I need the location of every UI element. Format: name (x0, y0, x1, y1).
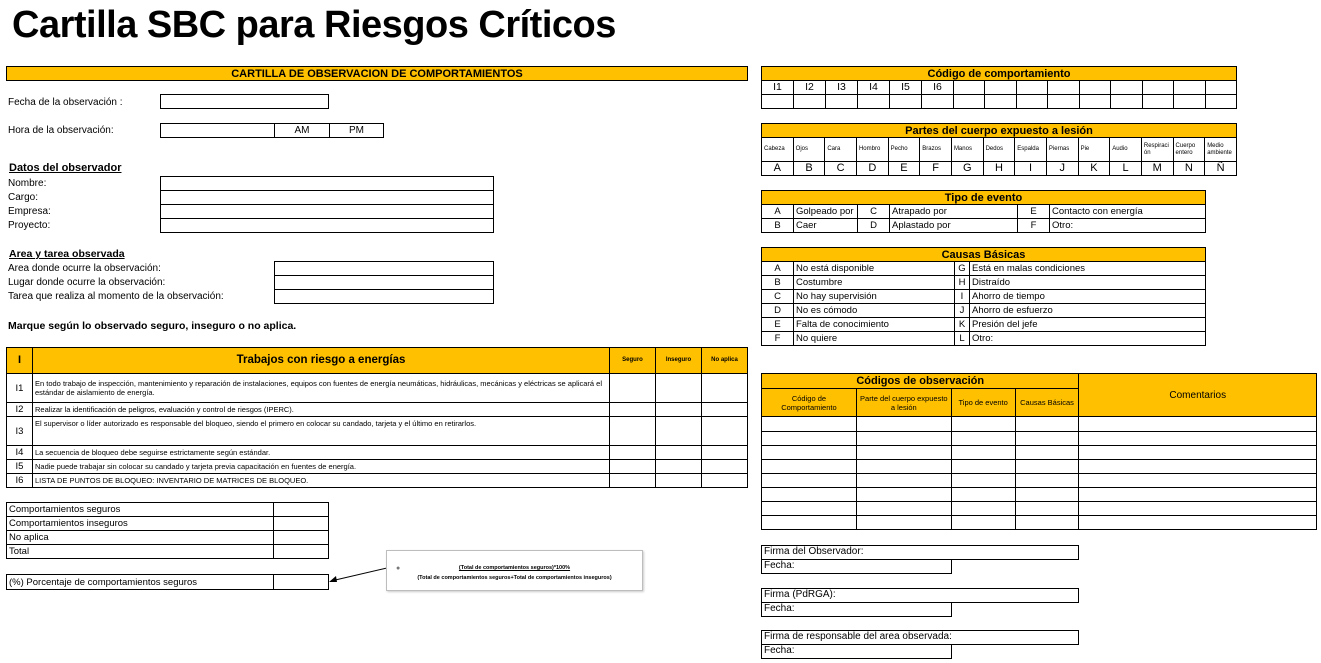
porcentaje-value[interactable] (274, 575, 329, 590)
empty-cell[interactable] (985, 81, 1016, 95)
body-letter: Ñ (1205, 162, 1237, 176)
noaplica-cell[interactable] (702, 446, 748, 460)
noaplica-cell[interactable] (702, 403, 748, 417)
codigo-comportamiento-table (761, 80, 1237, 109)
obs-cell[interactable] (762, 516, 857, 530)
comment-cell[interactable] (1079, 502, 1317, 516)
nombre-label: Nombre: (8, 178, 47, 189)
body-part: Audio (1110, 138, 1142, 162)
body-letter: A (762, 162, 794, 176)
inseguro-cell[interactable] (656, 474, 702, 488)
body-letter: H (983, 162, 1015, 176)
body-part: Cabeza (762, 138, 794, 162)
resumen-value[interactable] (274, 517, 329, 531)
empty-cell[interactable] (1142, 81, 1173, 95)
cargo-input[interactable] (160, 190, 494, 205)
partes-cuerpo-header: Partes del cuerpo expuesto a lesión (761, 123, 1237, 138)
empty-cell[interactable] (1079, 95, 1110, 109)
fecha-pdrga-field[interactable]: Fecha: (761, 602, 952, 617)
cause-letter: I (955, 290, 970, 304)
firma-observador-field[interactable]: Firma del Observador: (761, 545, 1079, 560)
empty-cell[interactable] (954, 81, 985, 95)
am-label: AM (294, 125, 310, 136)
am-option[interactable] (274, 123, 330, 138)
obs-cell[interactable] (1015, 417, 1079, 432)
row-code: I1 (7, 374, 33, 403)
obs-cell[interactable] (762, 432, 857, 446)
empty-cell[interactable] (922, 95, 954, 109)
table-row (762, 446, 1317, 460)
inseguro-cell[interactable] (656, 374, 702, 403)
inseguro-cell[interactable] (656, 417, 702, 446)
cause-text: Ahorro de esfuerzo (970, 304, 1206, 318)
seguro-cell[interactable] (610, 474, 656, 488)
porcentaje-label: (%) Porcentaje de comportamientos seguros (7, 575, 274, 590)
comentarios-header: Comentarios (1079, 374, 1317, 417)
row-code: I5 (7, 460, 33, 474)
row-code: I4 (7, 446, 33, 460)
codigos-observacion-table (761, 373, 1317, 530)
obs-cell[interactable] (951, 502, 1015, 516)
table-row (762, 488, 1317, 502)
body-letter: E (888, 162, 920, 176)
cause-text: No está disponible (794, 262, 955, 276)
body-part: Pie (1078, 138, 1110, 162)
table-row (7, 446, 748, 460)
noaplica-cell[interactable] (702, 417, 748, 446)
tipo-evento-header: Tipo de evento (761, 190, 1206, 205)
comment-cell[interactable] (1079, 446, 1317, 460)
cause-letter: C (762, 290, 794, 304)
body-part: Manos (951, 138, 983, 162)
body-letter: I (1015, 162, 1047, 176)
pm-label: PM (349, 125, 364, 136)
obs-cell[interactable] (762, 474, 857, 488)
cause-text: Otro: (970, 332, 1206, 346)
event-text: Caer (794, 219, 858, 233)
trabajos-table (6, 347, 748, 488)
col-i: I (7, 348, 33, 374)
obs-cell[interactable] (856, 460, 951, 474)
firma-pdrga-field[interactable]: Firma (PdRGA): (761, 588, 1079, 603)
event-text: Aplastado por (890, 219, 1018, 233)
empty-cell[interactable] (954, 95, 985, 109)
fecha-input[interactable] (160, 94, 329, 109)
area-label: Area donde ocurre la observación: (8, 263, 161, 274)
obs-cell[interactable] (762, 460, 857, 474)
hora-input[interactable] (160, 123, 275, 138)
event-letter: E (1018, 205, 1050, 219)
table-row (7, 403, 748, 417)
cause-letter: D (762, 304, 794, 318)
obs-cell[interactable] (762, 417, 857, 432)
empty-cell[interactable] (858, 95, 890, 109)
col-codigo: Código de Comportamiento (762, 389, 857, 417)
fecha-label: Fecha de la observación : (8, 97, 123, 108)
obs-cell[interactable] (1015, 474, 1079, 488)
table-row (762, 502, 1317, 516)
event-text: Atrapado por (890, 205, 1018, 219)
body-letter: K (1078, 162, 1110, 176)
table-row (762, 474, 1317, 488)
obs-cell[interactable] (856, 516, 951, 530)
cause-text: Presión del jefe (970, 318, 1206, 332)
obs-cell[interactable] (762, 488, 857, 502)
row-text: Realizar la identificación de peligros, evaluación y control de riesgos (IPERC). (33, 403, 610, 417)
cause-letter: K (955, 318, 970, 332)
empty-cell[interactable] (1205, 95, 1237, 109)
body-part: Hombro (856, 138, 888, 162)
table-row (7, 474, 748, 488)
obs-cell[interactable] (1015, 432, 1079, 446)
body-part: Piernas (1046, 138, 1078, 162)
noaplica-cell[interactable] (702, 460, 748, 474)
row-code: I6 (7, 474, 33, 488)
causas-table (761, 261, 1206, 346)
empty-cell[interactable] (1048, 95, 1079, 109)
empty-cell[interactable] (1111, 81, 1142, 95)
row-text: En todo trabajo de inspección, mantenimiento y reparación de instalaciones, equipos con fuentes de energía neumáticas, hidráulicas, mecánicas y eléctricas se aplicará el estándar de aislamiento de energía. (33, 374, 610, 403)
fecha-responsable-field[interactable]: Fecha: (761, 644, 952, 659)
formula-denominator: (Total de comportamientos seguros+Total de comportamientos inseguros) (417, 575, 612, 581)
empty-cell[interactable] (794, 95, 826, 109)
formula-box (386, 550, 643, 591)
body-letter: L (1110, 162, 1142, 176)
event-letter: C (858, 205, 890, 219)
table-row (762, 460, 1317, 474)
col-causas: Causas Básicas (1015, 389, 1079, 417)
body-letter: J (1046, 162, 1078, 176)
comment-cell[interactable] (1079, 488, 1317, 502)
cause-letter: H (955, 276, 970, 290)
lugar-input[interactable] (274, 275, 494, 290)
empty-cell[interactable] (1142, 95, 1173, 109)
empty-cell[interactable] (1079, 81, 1110, 95)
body-part: Dedos (983, 138, 1015, 162)
resumen-value[interactable] (274, 503, 329, 517)
seguro-cell[interactable] (610, 403, 656, 417)
empty-cell[interactable] (762, 95, 794, 109)
code-cell: I5 (890, 81, 922, 95)
inseguro-cell[interactable] (656, 446, 702, 460)
cause-letter: F (762, 332, 794, 346)
causas-header: Causas Básicas (761, 247, 1206, 262)
formula-numerator: (Total de comportamientos seguros)*100% (458, 565, 571, 571)
row-code: I2 (7, 403, 33, 417)
cause-letter: J (955, 304, 970, 318)
body-letter: F (920, 162, 952, 176)
obs-cell[interactable] (951, 417, 1015, 432)
cargo-label: Cargo: (8, 192, 39, 203)
empty-cell[interactable] (1111, 95, 1142, 109)
tarea-label: Tarea que realiza al momento de la observación: (8, 291, 224, 302)
body-part: Brazos (920, 138, 952, 162)
lugar-label: Lugar donde ocurre la observación: (8, 277, 166, 288)
resumen-table (6, 502, 329, 559)
event-letter: F (1018, 219, 1050, 233)
body-letter: D (856, 162, 888, 176)
body-part: Respiración (1141, 138, 1173, 162)
empty-cell[interactable] (1016, 95, 1047, 109)
arrow-icon (326, 565, 388, 585)
observador-title: Datos del observador (9, 162, 122, 174)
body-part: Ojos (793, 138, 825, 162)
cause-text: No hay supervisión (794, 290, 955, 304)
empty-cell[interactable] (1174, 81, 1205, 95)
cause-letter: B (762, 276, 794, 290)
resumen-value[interactable] (274, 545, 329, 559)
event-text: Otro: (1050, 219, 1206, 233)
obs-cell[interactable] (1015, 460, 1079, 474)
event-text: Golpeado por (794, 205, 858, 219)
body-part: Medio ambiente (1205, 138, 1237, 162)
bullet-icon: ● (396, 565, 401, 572)
code-cell: I3 (826, 81, 858, 95)
empty-cell[interactable] (1205, 81, 1237, 95)
comment-cell[interactable] (1079, 516, 1317, 530)
fecha-observador-field[interactable]: Fecha: (761, 559, 952, 574)
obs-cell[interactable] (856, 432, 951, 446)
resumen-label: Comportamientos seguros (7, 503, 274, 517)
obs-cell[interactable] (1015, 488, 1079, 502)
body-letter: B (793, 162, 825, 176)
resumen-label: Comportamientos inseguros (7, 517, 274, 531)
body-part: Espalda (1015, 138, 1047, 162)
cause-text: Falta de conocimiento (794, 318, 955, 332)
inseguro-cell[interactable] (656, 403, 702, 417)
empty-cell[interactable] (1048, 81, 1079, 95)
body-letter: N (1173, 162, 1205, 176)
body-letter: M (1141, 162, 1173, 176)
comment-cell[interactable] (1079, 460, 1317, 474)
col-noaplica: No aplica (702, 348, 748, 374)
code-cell: I6 (922, 81, 954, 95)
table-row (762, 432, 1317, 446)
obs-cell[interactable] (1015, 446, 1079, 460)
empty-cell[interactable] (1174, 95, 1205, 109)
event-text: Contacto con energía (1050, 205, 1206, 219)
cartilla-header: CARTILLA DE OBSERVACION DE COMPORTAMIENTOS (6, 66, 748, 81)
empty-cell[interactable] (826, 95, 858, 109)
seguro-cell[interactable] (610, 446, 656, 460)
comment-cell[interactable] (1079, 474, 1317, 488)
event-letter: D (858, 219, 890, 233)
seguro-cell[interactable] (610, 460, 656, 474)
resumen-label: No aplica (7, 531, 274, 545)
obs-cell[interactable] (856, 446, 951, 460)
body-part: Cuerpo entero (1173, 138, 1205, 162)
obs-cell[interactable] (762, 502, 857, 516)
col-inseguro: Inseguro (656, 348, 702, 374)
seguro-cell[interactable] (610, 417, 656, 446)
porcentaje-table (6, 574, 329, 590)
obs-cell[interactable] (856, 474, 951, 488)
row-text: El supervisor o líder autorizado es responsable del bloqueo, siendo el primero en colocar su candado, tarjeta y el último en retirarlos. (33, 417, 610, 446)
resumen-value[interactable] (274, 531, 329, 545)
inseguro-cell[interactable] (656, 460, 702, 474)
cause-text: Está en malas condiciones (970, 262, 1206, 276)
table-row (762, 417, 1317, 432)
table-row (762, 516, 1317, 530)
row-text: Nadie puede trabajar sin colocar su candado y tarjeta previa capacitación en fuentes de energía. (33, 460, 610, 474)
code-cell: I1 (762, 81, 794, 95)
cause-text: Costumbre (794, 276, 955, 290)
empresa-label: Empresa: (8, 206, 51, 217)
cause-text: Distraído (970, 276, 1206, 290)
body-part: Cara (825, 138, 857, 162)
pm-option[interactable] (329, 123, 384, 138)
instruction-text: Marque según lo observado seguro, inseguro o no aplica. (8, 320, 297, 332)
proyecto-input[interactable] (160, 218, 494, 233)
col-seguro: Seguro (610, 348, 656, 374)
empresa-input[interactable] (160, 204, 494, 219)
body-letter: G (951, 162, 983, 176)
page-title: Cartilla SBC para Riesgos Críticos (12, 4, 616, 46)
codigos-observacion-header: Códigos de observación (762, 374, 1079, 389)
obs-cell[interactable] (1015, 516, 1079, 530)
obs-cell[interactable] (951, 516, 1015, 530)
col-trabajos: Trabajos con riesgo a energías (33, 348, 610, 374)
body-part: Pecho (888, 138, 920, 162)
table-row (7, 417, 748, 446)
area-title: Area y tarea observada (9, 248, 125, 260)
empty-cell[interactable] (890, 95, 922, 109)
resumen-label: Total (7, 545, 274, 559)
cause-text: Ahorro de tiempo (970, 290, 1206, 304)
obs-cell[interactable] (856, 417, 951, 432)
event-letter: A (762, 205, 794, 219)
code-cell: I2 (794, 81, 826, 95)
comment-cell[interactable] (1079, 417, 1317, 432)
cause-letter: E (762, 318, 794, 332)
obs-cell[interactable] (951, 460, 1015, 474)
comment-cell[interactable] (1079, 432, 1317, 446)
event-letter: B (762, 219, 794, 233)
seguro-cell[interactable] (610, 374, 656, 403)
row-text: La secuencia de bloqueo debe seguirse estrictamente según estándar. (33, 446, 610, 460)
empty-cell[interactable] (985, 95, 1016, 109)
obs-cell[interactable] (951, 488, 1015, 502)
noaplica-cell[interactable] (702, 474, 748, 488)
noaplica-cell[interactable] (702, 374, 748, 403)
body-letter: C (825, 162, 857, 176)
hora-label: Hora de la observación: (8, 125, 114, 136)
obs-cell[interactable] (762, 446, 857, 460)
row-code: I3 (7, 417, 33, 446)
row-text: LISTA DE PUNTOS DE BLOQUEO: INVENTARIO DE MATRICES DE BLOQUEO. (33, 474, 610, 488)
col-tipo: Tipo de evento (951, 389, 1015, 417)
codigo-comportamiento-header: Código de comportamiento (761, 66, 1237, 81)
table-row (7, 460, 748, 474)
proyecto-label: Proyecto: (8, 220, 51, 231)
obs-cell[interactable] (856, 488, 951, 502)
cause-text: No es cómodo (794, 304, 955, 318)
cause-letter: G (955, 262, 970, 276)
firma-responsable-field[interactable]: Firma de responsable del area observada: (761, 630, 1079, 645)
obs-cell[interactable] (951, 474, 1015, 488)
tarea-input[interactable] (274, 289, 494, 304)
cause-text: No quiere (794, 332, 955, 346)
nombre-input[interactable] (160, 176, 494, 191)
code-cell: I4 (858, 81, 890, 95)
col-parte: Parte del cuerpo expuesto a lesión (856, 389, 951, 417)
obs-cell[interactable] (1015, 502, 1079, 516)
obs-cell[interactable] (951, 446, 1015, 460)
cause-letter: L (955, 332, 970, 346)
partes-cuerpo-table (761, 137, 1237, 176)
area-input[interactable] (274, 261, 494, 276)
cause-letter: A (762, 262, 794, 276)
empty-cell[interactable] (1016, 81, 1047, 95)
table-row (7, 374, 748, 403)
obs-cell[interactable] (951, 432, 1015, 446)
tipo-evento-table (761, 204, 1206, 233)
obs-cell[interactable] (856, 502, 951, 516)
